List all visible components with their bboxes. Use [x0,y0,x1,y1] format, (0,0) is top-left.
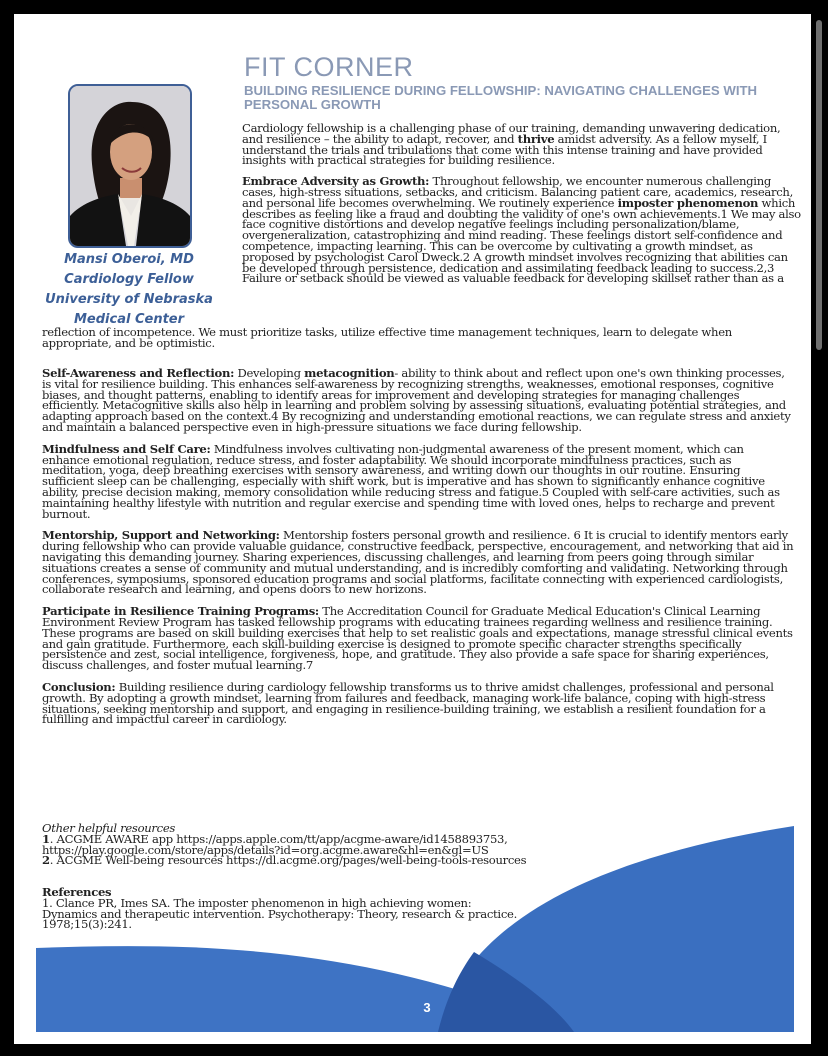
author-name: Mansi Oberoi, MD [64,252,194,267]
conclusion-heading: Conclusion: [42,679,116,694]
article-title: BUILDING RESILIENCE DURING FELLOWSHIP: NAVIGATING CHALLENGES WITH PERSONAL GROWTH [244,83,758,112]
mentorship-heading: Mentorship, Support and Networking: [42,528,280,543]
mindfulness-heading: Mindfulness and Self Care: [42,441,211,456]
references-section [42,887,522,930]
adversity-heading: Embrace Adversity as Growth: [242,174,430,189]
resource-item: 1. ACGME AWARE app https://apps.apple.com/tt/app/acgme-aware/id1458893753, https://play.google.com/store/apps/details?id=org.acgme.aware&hl=en&gl=US [42,831,508,857]
adversity-paragraph: Embrace Adversity as Growth: Throughout fellowship, we encounter numerous challenging cases, high-stress situations, setbacks, and criticism. Balancing patient care, academics, research, and personal life becomes overwhelming. We routinely experience imposter phenomenon which describes as feeling like a fraud and doubting the validity of one's own achievements.1 We may also face cognitive distortions and develop negative feelings including personalization/blame, overgeneralization, catastrophizing and mind reading. These feelings distort self-confidence and competence, impacting learning. This can be overcome by cultivating a growth mindset, as proposed by psychologist Carol Dweck.2 A growth mindset involves recognizing that abilities can be developed through persistence, dedication and assimilating feedback leading to success.2,3 Failure or setback should be viewed as valuable feedback for developing skillset rather than as a [242,174,801,286]
resource-item: 2. ACGME Well-being resources https://dl.acgme.org/pages/well-being-tools-resources [42,853,527,868]
awareness-paragraph: Self-Awareness and Reflection: Developing metacognition- ability to think about and reflect upon one's own thinking processes, is vital for resilience building. This enhances self-awareness by recognizing strengths, weaknesses, emotional responses, cognitive biases, and thought patterns, enabling to identify areas for improvement and developing strategies for managing challenges efficiently. Metacognitive skills also help in learning and problem solving by assessing situations, evaluating potential strategies, and adapting approach based on the context.4 By recognizing and understanding emotional reactions, we can regulate stress and anxiety and maintain a balanced perspective even in high-pressure situations we face during fellowship. [42,366,791,434]
resources-heading: Other helpful resources [42,821,176,835]
article-body [42,368,794,736]
author-institution-2: Medical Center [73,312,185,327]
scrollbar-thumb[interactable] [816,20,822,350]
adversity-continued: reflection of incompetence. We must prioritize tasks, utilize effective time management techniques, learn to delegate when appropriate, and be optimistic. [42,325,732,350]
author-role: Cardiology Fellow [64,272,194,287]
conclusion-paragraph: Conclusion: Building resilience during cardiology fellowship transforms us to thrive amidst challenges, professional and personal growth. By adopting a growth mindset, learning from failures and feedback, managing work-life balance, coping with high-stress situations, seeking mentorship and support, and engaging in resilience-building training, we establish a resilient foundation for a fulfilling and impactful career in cardiology. [42,679,774,727]
document-page [14,14,811,1044]
author-photo [68,84,192,248]
mindfulness-paragraph: Mindfulness and Self Care: Mindfulness involves cultivating non-judgmental awareness of the present moment, which can enhance emotional regulation, reduce stress, and foster adaptability. We should incorporate mindfulness practices, such as meditation, yoga, deep breathing exercises with sensory awareness, and writing down our thoughts in our routine. Ensuring sufficient sleep can be challenging, especially with shift work, but is imperative and has shown to significantly enhance cognitive ability, precise decision making, memory consolidation while reducing stress and fatigue.5 Coupled with self-care activities, such as maintaining healthy lifestyle with nutrition and regular exercise and spending time with loved ones, helps to recharge and prevent burnout. [42,441,780,521]
mentorship-paragraph: Mentorship, Support and Networking: Mentorship fosters personal growth and resilience. 6 It is crucial to identify mentors early during fellowship who can provide valuable guidance, constructive feedback, perspective, encouragement, and networking that aid in navigating this demanding journey. Sharing experiences, discussing challenges, and learning from peers going through similar situations creates a sense of community and mutual understanding, and is incredibly comforting and validating. Networking through conferences, symposiums, sponsored education programs and social platforms, facilitate connecting with experienced cardiologists, collaborate research and learning, and opens doors to new horizons. [42,528,794,597]
author-institution: University of Nebraska [45,292,213,307]
intro-column [242,123,802,284]
reference-item: 1. Clance PR, Imes SA. The imposter phenomenon in high achieving women: Dynamics and therapeutic intervention. Psychotherapy: Theory, research & practice. 1978;15(3):241. [42,895,517,932]
awareness-heading: Self-Awareness and Reflection: [42,366,235,380]
intro-paragraph: Cardiology fellowship is a challenging phase of our training, demanding unwavering dedication, and resilience – the ability to adapt, recover, and thrive amidst adversity. As a fellow myself, I understand the trials and tribulations that come with this intense training and have provided insights with practical strategies for building resilience. [242,121,781,168]
resources-section [42,823,742,866]
programs-paragraph: Participate in Resilience Training Programs: The Accreditation Council for Graduate Medical Education's Clinical Learning Environment Review Program has tasked fellowship programs with educating trainees regarding wellness and resilience training. These programs are based on skill building exercises that help to set realistic goals and expectations, manage stressful clinical events and gain gratitude. Furthermore, each skill-building exercise is designed to promote specific character strengths specifically persistence and zest, social intelligence, forgiveness, hope, and gratitude. They also provide a safe space for sharing experiences, discuss challenges, and foster mutual learning.7 [42,604,793,673]
author-caption [34,250,224,330]
page-title: FIT CORNER [244,52,414,82]
programs-heading: Participate in Resilience Training Programs: [42,604,319,619]
page-number: 3 [423,1000,431,1015]
references-heading: References [42,885,112,899]
